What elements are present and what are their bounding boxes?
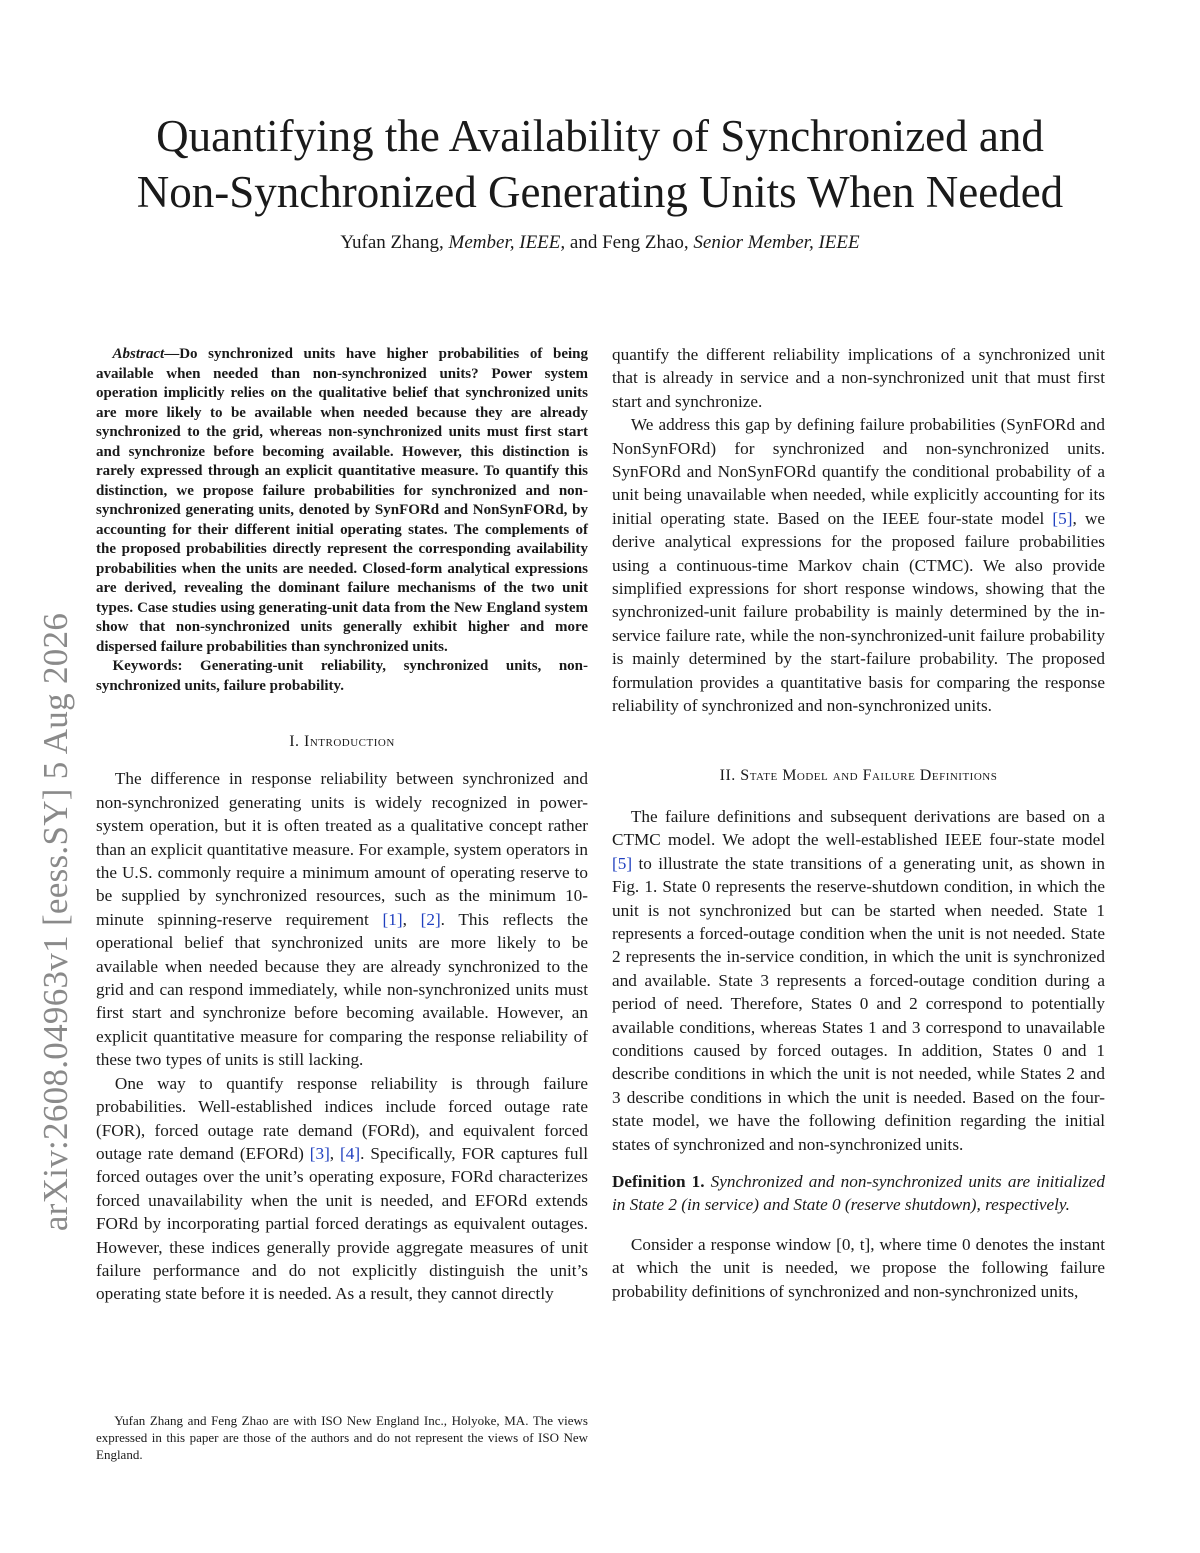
author-2-name: Feng Zhao, bbox=[602, 232, 689, 253]
definition-1 bbox=[612, 1170, 1105, 1217]
citation-link[interactable]: [5] bbox=[1052, 508, 1073, 528]
intro-paragraph-3 bbox=[612, 413, 1105, 717]
citation-link[interactable]: [3] bbox=[309, 1143, 330, 1163]
intro-paragraph-2 bbox=[96, 1072, 588, 1306]
footnote: Yufan Zhang and Feng Zhao are with ISO New England Inc., Holyoke, MA. The views expressed in this paper are those of the authors and do not represent the views of ISO New England. bbox=[96, 1413, 588, 1462]
citation-link[interactable]: [4] bbox=[340, 1143, 361, 1163]
abstract-lead: Abstract bbox=[112, 346, 165, 362]
section-heading-introduction: I. Introduction bbox=[289, 733, 395, 750]
title-line-1: Quantifying the Availability of Synchronized and bbox=[156, 111, 1044, 161]
citation-link[interactable]: [1] bbox=[382, 909, 403, 929]
citation-link[interactable]: [2] bbox=[420, 909, 441, 929]
abstract-paragraph bbox=[96, 345, 588, 657]
citation-link[interactable]: [5] bbox=[612, 853, 633, 873]
left-column bbox=[96, 345, 588, 1306]
state-model-paragraph-2: Consider a response window [0, t], where time 0 denotes the instant at which the unit is needed, we propose the following failure probability definitions of synchronized and non-synchronized units, bbox=[612, 1234, 1105, 1301]
state-p1-text-a: The failure definitions and subsequent derivations are based on a CTMC model. We adopt the well-established IEEE four-state model bbox=[612, 806, 1105, 850]
section-heading-state-model: II. State Model and Failure Definitions bbox=[719, 766, 998, 784]
citation-separator: , bbox=[329, 1143, 341, 1163]
intro-p1-text-a: The difference in response reliability between synchronized and non-synchronized generating units is widely recognized in power-system operation, but it is often treated as a qualitative concept rather than an explicit quantitative measure. For example, system operators in the U.S. commonly require a minimum amount of operating reserve to be supplied by synchronized resources, such as the minimum 10-minute spinning-reserve requirement bbox=[96, 769, 588, 929]
abstract bbox=[96, 345, 588, 696]
keywords: Keywords: Generating-unit reliability, synchronized units, non-synchronized units, failure probability. bbox=[96, 658, 588, 694]
definition-label: Definition 1. bbox=[612, 1172, 705, 1191]
arxiv-identifier: arXiv:2608.04963v1 [eess.SY] 5 Aug 2026 bbox=[36, 612, 75, 1232]
title-line-2: Non-Synchronized Generating Units When Needed bbox=[136, 167, 1064, 217]
intro-paragraph-1 bbox=[96, 767, 588, 1071]
state-p1-text-b: to illustrate the state transitions of a generating unit, as shown in Fig. 1. State 0 represents the reserve-shutdown condition, in which the unit is not synchronized but can be started when needed. State 1 represents a forced-outage condition when the unit is not needed. State 2 represents the in-service condition, in which the unit is synchronized and available. State 3 represents a forced-outage condition during a period of need. Therefore, States 0 and 2 correspond to potentially available conditions, whereas States 1 and 3 correspond to unavailable conditions caused by forced outages. In addition, States 0 and 1 describe conditions in which the unit is not needed, while States 2 and 3 describe conditions in which the unit is needed. Based on the four-state model, we have the following definition regarding the initial states of synchronized and non-synchronized units. bbox=[612, 853, 1105, 1154]
intro-p3-text-a: We address this gap by defining failure probabilities (SynFORd and NonSynFORd) for synchronized and non-synchronized units. SynFORd and NonSynFORd quantify the conditional probability of a unit being unavailable when needed, while explicitly accounting for its initial operating state. Based on the IEEE four-state model bbox=[612, 415, 1105, 528]
intro-p2-text-b: . Specifically, FOR captures full forced outages over the unit’s operating exposure, FORd characterizes forced unavailability when the unit is needed, and EFORd extends FORd by incorporating partial forced deratings as equivalent outages. However, these indices generally provide aggregate measures of unit failure performance and do not explicitly distinguish the unit’s operating state before it is needed. As a result, they cannot directly bbox=[96, 1143, 589, 1304]
author-1-role: Member, IEEE, bbox=[448, 232, 566, 253]
author-line bbox=[60, 232, 1140, 254]
state-model-paragraph-1 bbox=[612, 805, 1105, 1156]
author-1-name: Yufan Zhang, bbox=[340, 232, 444, 253]
intro-p2-text-a: One way to quantify response reliability is through failure probabilities. Well-established indices include forced outage rate (FOR), forced outage rate demand (FORd), and equivalent forced outage rate demand (EFORd) bbox=[96, 1073, 588, 1163]
author-conjunction: and bbox=[569, 232, 598, 253]
citation-separator: , bbox=[402, 909, 421, 929]
intro-p3-text-b: , we derive analytical expressions for the proposed failure probabilities using a continuous-time Markov chain (CTMC). We also provide simplified expressions for short response windows, showing that the synchronized-unit failure probability is mainly determined by the in-service failure rate, while the non-synchronized-unit failure probability is mainly determined by the start-failure probability. The proposed formulation provides a quantitative basis for comparing the response reliability of synchronized and non-synchronized units. bbox=[612, 508, 1105, 716]
abstract-text: —Do synchronized units have higher probabilities of being available when needed than non-synchronized units? Power system operation implicitly relies on the qualitative belief that synchronized units are more likely to be available when needed because they are already synchronized to the grid, whereas non-synchronized units must first start and synchronize before becoming available. However, this distinction is rarely expressed through an explicit quantitative measure. To quantify this distinction, we propose failure probabilities for synchronized and non-synchronized generating units, denoted by SynFORd and NonSynFORd, by accounting for their different initial operating states. The complements of the proposed probabilities directly represent the corresponding availability probabilities when the units are needed. Closed-form analytical expressions are derived, revealing the dominant failure mechanisms of the two unit types. Case studies using generating-unit data from the New England system show that non-synchronized units generally exhibit higher and more dispersed failure probabilities than synchronized units. bbox=[96, 346, 588, 655]
intro-p1-text-b: . This reflects the operational belief that synchronized units are more likely to be available when needed because they are already synchronized to the grid and can respond immediately, while non-synchronized units must first start and synchronize before becoming available. However, an explicit quantitative measure for comparing the response reliability of these two types of units is still lacking. bbox=[96, 909, 588, 1070]
paper-title bbox=[60, 108, 1140, 220]
right-column bbox=[612, 343, 1105, 1303]
intro-paragraph-continued: quantify the different reliability implications of a synchronized unit that is already in service and a non-synchronized unit that must first start and synchronize. bbox=[612, 345, 1105, 411]
author-2-role: Senior Member, IEEE bbox=[693, 232, 860, 253]
definition-text: Synchronized and non-synchronized units are initialized in State 2 (in service) and State 0 (reserve shutdown), respectively. bbox=[612, 1172, 1105, 1215]
